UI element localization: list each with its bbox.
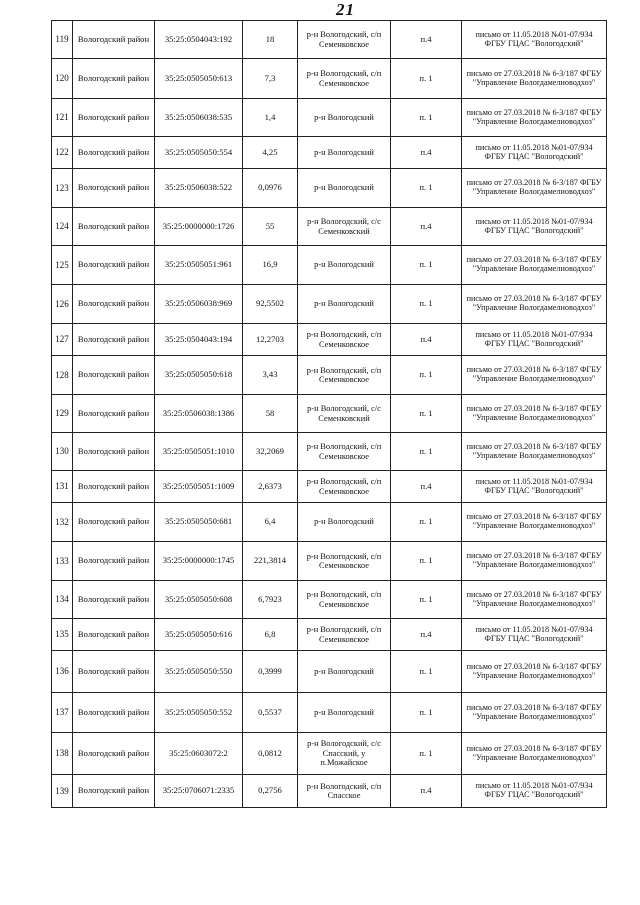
district-cell: Вологодский район	[73, 246, 155, 285]
row-number: 138	[52, 733, 73, 775]
table-row	[52, 324, 607, 356]
area-cell: 1,4	[243, 99, 298, 137]
clause-cell: п. 1	[391, 651, 462, 693]
location-cell: р-н Вологодский	[298, 693, 391, 733]
table-row	[52, 619, 607, 651]
location-cell: р-н Вологодский, с/п Семенковское	[298, 21, 391, 59]
district-cell: Вологодский район	[73, 137, 155, 169]
letter-reference-cell: письмо от 27.03.2018 № 6-3/187 ФГБУ "Управление Вологдамелиоводхоз"	[462, 285, 607, 324]
table-row	[52, 99, 607, 137]
table-row	[52, 503, 607, 542]
row-number: 121	[52, 99, 73, 137]
area-cell: 6,8	[243, 619, 298, 651]
district-cell: Вологодский район	[73, 324, 155, 356]
row-number: 127	[52, 324, 73, 356]
row-number: 139	[52, 775, 73, 808]
clause-cell: п. 1	[391, 693, 462, 733]
table-row	[52, 433, 607, 471]
table-row	[52, 542, 607, 581]
location-cell: р-н Вологодский	[298, 503, 391, 542]
letter-reference-cell: письмо от 11.05.2018 №01-07/934 ФГБУ ГЦАС "Вологодский"	[462, 21, 607, 59]
clause-cell: п.4	[391, 21, 462, 59]
cadastral-number-cell: 35:25:0504043:192	[155, 21, 243, 59]
clause-cell: п. 1	[391, 246, 462, 285]
location-cell: р-н Вологодский, с/п Спасское	[298, 775, 391, 808]
clause-cell: п.4	[391, 137, 462, 169]
district-cell: Вологодский район	[73, 619, 155, 651]
row-number: 136	[52, 651, 73, 693]
location-cell: р-н Вологодский	[298, 99, 391, 137]
row-number: 124	[52, 208, 73, 246]
row-number: 133	[52, 542, 73, 581]
area-cell: 92,5502	[243, 285, 298, 324]
location-cell: р-н Вологодский, с/с Спасский, у п.Можайское	[298, 733, 391, 775]
location-cell: р-н Вологодский, с/с Семенковский	[298, 395, 391, 433]
cadastral-number-cell: 35:25:0505051:961	[155, 246, 243, 285]
district-cell: Вологодский район	[73, 733, 155, 775]
letter-reference-cell: письмо от 11.05.2018 №01-07/934 ФГБУ ГЦАС "Вологодский"	[462, 471, 607, 503]
letter-reference-cell: письмо от 27.03.2018 № 6-3/187 ФГБУ "Управление Вологдамелиоводхоз"	[462, 542, 607, 581]
table-row	[52, 59, 607, 99]
table-row	[52, 693, 607, 733]
location-cell: р-н Вологодский, с/п Семенковское	[298, 59, 391, 99]
clause-cell: п.4	[391, 208, 462, 246]
area-cell: 0,0812	[243, 733, 298, 775]
clause-cell: п. 1	[391, 285, 462, 324]
district-cell: Вологодский район	[73, 433, 155, 471]
letter-reference-cell: письмо от 11.05.2018 №01-07/934 ФГБУ ГЦАС "Вологодский"	[462, 137, 607, 169]
row-number: 120	[52, 59, 73, 99]
area-cell: 12,2703	[243, 324, 298, 356]
letter-reference-cell: письмо от 27.03.2018 № 6-3/187 ФГБУ "Управление Вологдамелиоводхоз"	[462, 433, 607, 471]
table-row	[52, 285, 607, 324]
area-cell: 55	[243, 208, 298, 246]
cadastral-number-cell: 35:25:0505050:616	[155, 619, 243, 651]
district-cell: Вологодский район	[73, 99, 155, 137]
clause-cell: п. 1	[391, 542, 462, 581]
table-row	[52, 581, 607, 619]
clause-cell: п.4	[391, 324, 462, 356]
clause-cell: п. 1	[391, 59, 462, 99]
location-cell: р-н Вологодский	[298, 246, 391, 285]
district-cell: Вологодский район	[73, 208, 155, 246]
location-cell: р-н Вологодский, с/п Семенковское	[298, 356, 391, 395]
letter-reference-cell: письмо от 27.03.2018 № 6-3/187 ФГБУ "Управление Вологдамелиоводхоз"	[462, 169, 607, 208]
table-row	[52, 395, 607, 433]
area-cell: 32,2069	[243, 433, 298, 471]
area-cell: 4,25	[243, 137, 298, 169]
location-cell: р-н Вологодский	[298, 137, 391, 169]
page-number: 21	[336, 0, 355, 19]
table-row	[52, 137, 607, 169]
letter-reference-cell: письмо от 27.03.2018 № 6-3/187 ФГБУ "Управление Вологдамелиоводхоз"	[462, 503, 607, 542]
clause-cell: п. 1	[391, 169, 462, 208]
row-number: 128	[52, 356, 73, 395]
cadastral-number-cell: 35:25:0000000:1726	[155, 208, 243, 246]
location-cell: р-н Вологодский, с/п Семенковское	[298, 324, 391, 356]
letter-reference-cell: письмо от 27.03.2018 № 6-3/187 ФГБУ "Управление Вологдамелиоводхоз"	[462, 246, 607, 285]
area-cell: 3,43	[243, 356, 298, 395]
cadastral-number-cell: 35:25:0506038:535	[155, 99, 243, 137]
cadastral-number-cell: 35:25:0505050:554	[155, 137, 243, 169]
row-number: 137	[52, 693, 73, 733]
district-cell: Вологодский район	[73, 542, 155, 581]
cadastral-number-cell: 35:25:0505050:552	[155, 693, 243, 733]
letter-reference-cell: письмо от 27.03.2018 № 6-3/187 ФГБУ "Управление Вологдамелиоводхоз"	[462, 733, 607, 775]
district-cell: Вологодский район	[73, 693, 155, 733]
district-cell: Вологодский район	[73, 395, 155, 433]
cadastral-number-cell: 35:25:0505050:681	[155, 503, 243, 542]
cadastral-number-cell: 35:25:0506038:1386	[155, 395, 243, 433]
letter-reference-cell: письмо от 27.03.2018 № 6-3/187 ФГБУ "Управление Вологдамелиоводхоз"	[462, 395, 607, 433]
table-row	[52, 356, 607, 395]
cadastral-number-cell: 35:25:0505050:618	[155, 356, 243, 395]
table-row	[52, 775, 607, 808]
letter-reference-cell: письмо от 11.05.2018 №01-07/934 ФГБУ ГЦАС "Вологодский"	[462, 775, 607, 808]
area-cell: 7,3	[243, 59, 298, 99]
letter-reference-cell: письмо от 27.03.2018 № 6-3/187 ФГБУ "Управление Вологдамелиоводхоз"	[462, 693, 607, 733]
clause-cell: п. 1	[391, 733, 462, 775]
table-body	[52, 21, 607, 808]
location-cell: р-н Вологодский, с/п Семенковское	[298, 542, 391, 581]
district-cell: Вологодский район	[73, 356, 155, 395]
row-number: 122	[52, 137, 73, 169]
district-cell: Вологодский район	[73, 581, 155, 619]
letter-reference-cell: письмо от 11.05.2018 №01-07/934 ФГБУ ГЦАС "Вологодский"	[462, 208, 607, 246]
row-number: 134	[52, 581, 73, 619]
district-cell: Вологодский район	[73, 471, 155, 503]
cadastral-number-cell: 35:25:0506038:522	[155, 169, 243, 208]
area-cell: 16,9	[243, 246, 298, 285]
row-number: 135	[52, 619, 73, 651]
letter-reference-cell: письмо от 27.03.2018 № 6-3/187 ФГБУ "Управление Вологдамелиоводхоз"	[462, 59, 607, 99]
area-cell: 2,6373	[243, 471, 298, 503]
letter-reference-cell: письмо от 27.03.2018 № 6-3/187 ФГБУ "Управление Вологдамелиоводхоз"	[462, 356, 607, 395]
row-number: 123	[52, 169, 73, 208]
row-number: 129	[52, 395, 73, 433]
cadastral-number-cell: 35:25:0505051:1009	[155, 471, 243, 503]
row-number: 126	[52, 285, 73, 324]
area-cell: 0,5537	[243, 693, 298, 733]
clause-cell: п.4	[391, 471, 462, 503]
district-cell: Вологодский район	[73, 169, 155, 208]
table-row	[52, 169, 607, 208]
letter-reference-cell: письмо от 27.03.2018 № 6-3/187 ФГБУ "Управление Вологдамелиоводхоз"	[462, 99, 607, 137]
clause-cell: п. 1	[391, 503, 462, 542]
location-cell: р-н Вологодский, с/п Семенковское	[298, 581, 391, 619]
clause-cell: п.4	[391, 619, 462, 651]
location-cell: р-н Вологодский, с/п Семенковское	[298, 619, 391, 651]
area-cell: 0,2756	[243, 775, 298, 808]
letter-reference-cell: письмо от 11.05.2018 №01-07/934 ФГБУ ГЦАС "Вологодский"	[462, 324, 607, 356]
row-number: 132	[52, 503, 73, 542]
area-cell: 0,3999	[243, 651, 298, 693]
area-cell: 6,4	[243, 503, 298, 542]
clause-cell: п. 1	[391, 581, 462, 619]
clause-cell: п.4	[391, 775, 462, 808]
cadastral-number-cell: 35:25:0505050:550	[155, 651, 243, 693]
clause-cell: п. 1	[391, 99, 462, 137]
area-cell: 0,0976	[243, 169, 298, 208]
table-row	[52, 471, 607, 503]
area-cell: 221,3814	[243, 542, 298, 581]
letter-reference-cell: письмо от 27.03.2018 № 6-3/187 ФГБУ "Управление Вологдамелиоводхоз"	[462, 651, 607, 693]
area-cell: 58	[243, 395, 298, 433]
letter-reference-cell: письмо от 11.05.2018 №01-07/934 ФГБУ ГЦАС "Вологодский"	[462, 619, 607, 651]
location-cell: р-н Вологодский	[298, 285, 391, 324]
clause-cell: п. 1	[391, 433, 462, 471]
cadastral-number-cell: 35:25:0000000:1745	[155, 542, 243, 581]
table-row	[52, 651, 607, 693]
row-number: 131	[52, 471, 73, 503]
area-cell: 18	[243, 21, 298, 59]
location-cell: р-н Вологодский	[298, 651, 391, 693]
area-cell: 6,7923	[243, 581, 298, 619]
table-row	[52, 21, 607, 59]
table-row	[52, 246, 607, 285]
cadastral-number-cell: 35:25:0603072:2	[155, 733, 243, 775]
letter-reference-cell: письмо от 27.03.2018 № 6-3/187 ФГБУ "Управление Вологдамелиоводхоз"	[462, 581, 607, 619]
district-cell: Вологодский район	[73, 21, 155, 59]
clause-cell: п. 1	[391, 356, 462, 395]
district-cell: Вологодский район	[73, 285, 155, 324]
location-cell: р-н Вологодский, с/с Семенковский	[298, 208, 391, 246]
table-row	[52, 733, 607, 775]
row-number: 119	[52, 21, 73, 59]
cadastral-number-cell: 35:25:0505051:1010	[155, 433, 243, 471]
row-number: 130	[52, 433, 73, 471]
clause-cell: п. 1	[391, 395, 462, 433]
table-row	[52, 208, 607, 246]
district-cell: Вологодский район	[73, 775, 155, 808]
cadastral-number-cell: 35:25:0506038:969	[155, 285, 243, 324]
cadastral-number-cell: 35:25:0505050:613	[155, 59, 243, 99]
district-cell: Вологодский район	[73, 59, 155, 99]
location-cell: р-н Вологодский, с/п Семенковское	[298, 471, 391, 503]
location-cell: р-н Вологодский	[298, 169, 391, 208]
row-number: 125	[52, 246, 73, 285]
cadastral-number-cell: 35:25:0706071:2335	[155, 775, 243, 808]
district-cell: Вологодский район	[73, 651, 155, 693]
parcel-table	[51, 20, 607, 808]
location-cell: р-н Вологодский, с/п Семенковское	[298, 433, 391, 471]
cadastral-number-cell: 35:25:0504043:194	[155, 324, 243, 356]
cadastral-number-cell: 35:25:0505050:608	[155, 581, 243, 619]
district-cell: Вологодский район	[73, 503, 155, 542]
